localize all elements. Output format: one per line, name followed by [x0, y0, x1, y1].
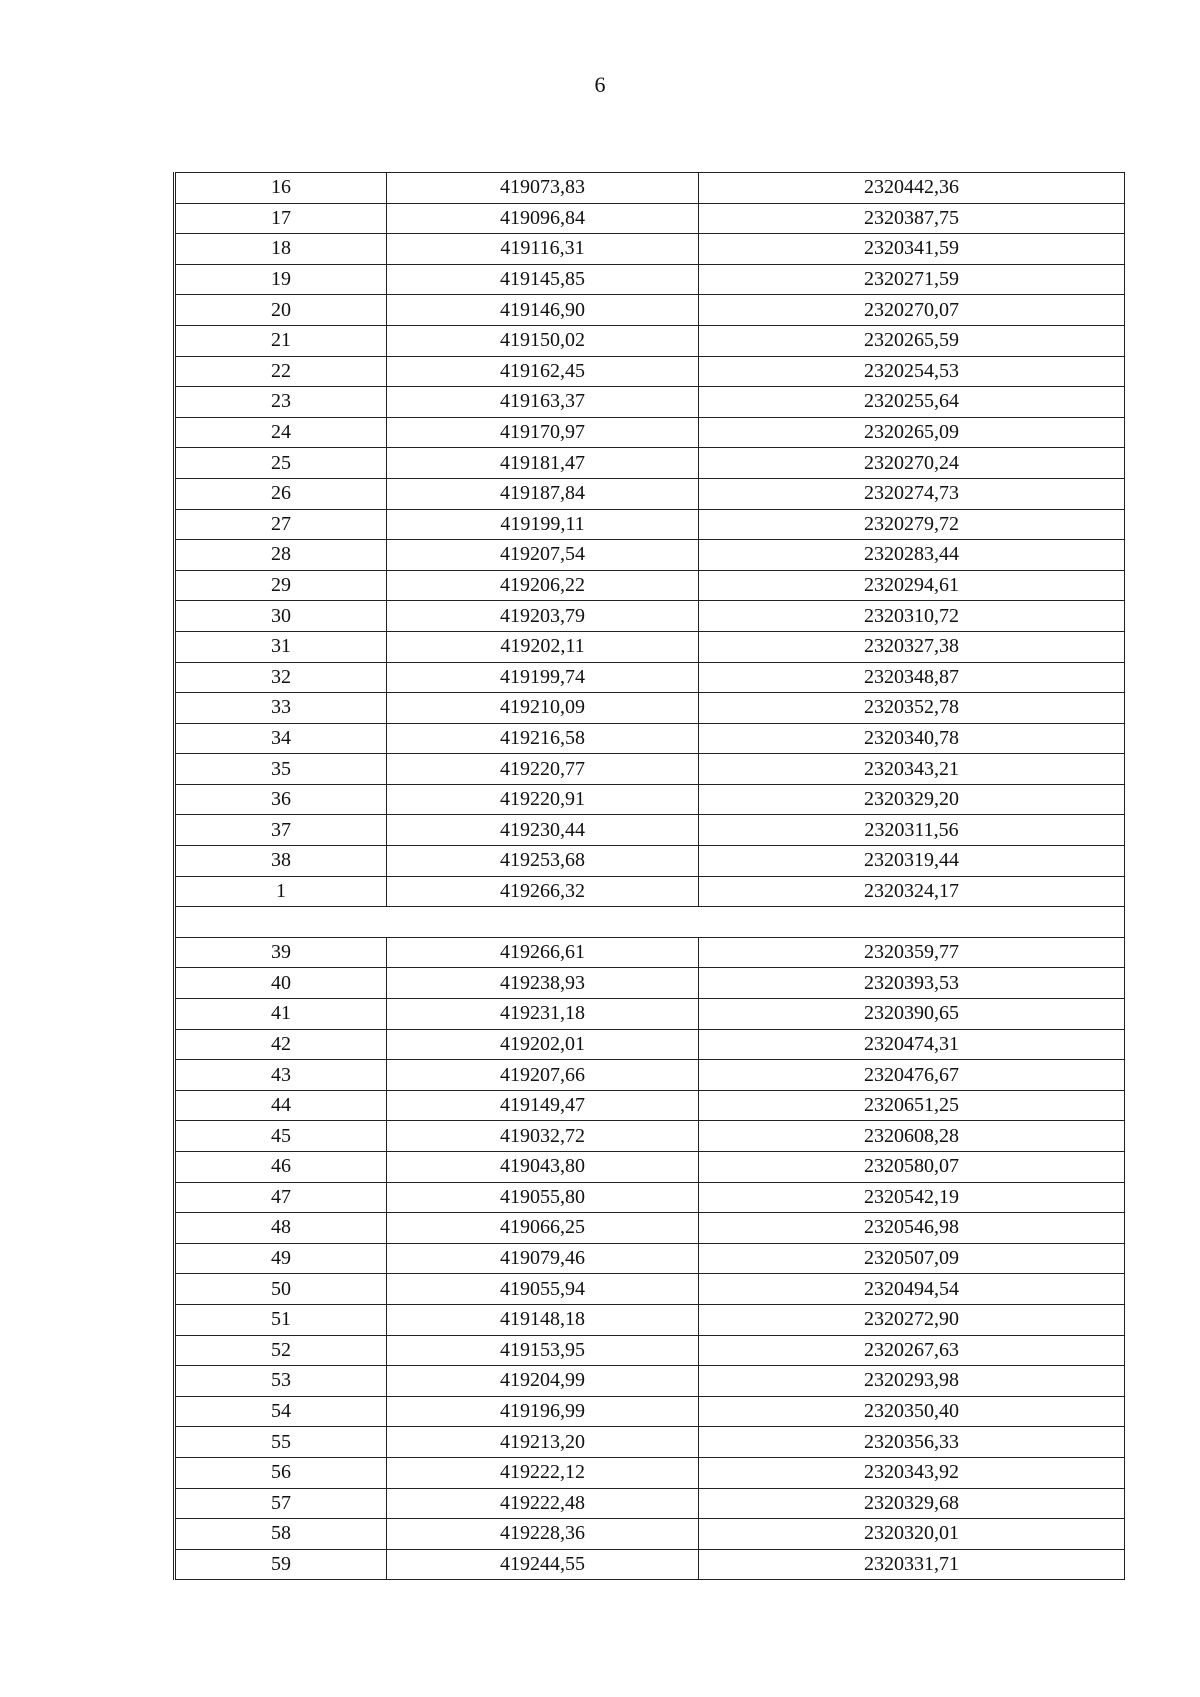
x-coordinate-cell: 419230,44	[387, 815, 699, 846]
x-coordinate-cell: 419148,18	[387, 1304, 699, 1335]
point-number-cell: 38	[175, 846, 387, 877]
y-coordinate-cell: 2320580,07	[699, 1152, 1125, 1183]
y-coordinate-cell: 2320319,44	[699, 846, 1125, 877]
y-coordinate-cell: 2320327,38	[699, 631, 1125, 662]
x-coordinate-cell: 419220,77	[387, 754, 699, 785]
point-number-cell: 40	[175, 968, 387, 999]
table-row	[175, 1213, 1125, 1244]
table-row	[175, 601, 1125, 632]
table-row	[175, 1060, 1125, 1091]
table-row	[175, 1029, 1125, 1060]
point-number-cell: 25	[175, 448, 387, 479]
point-number-cell: 21	[175, 325, 387, 356]
x-coordinate-cell: 419032,72	[387, 1121, 699, 1152]
y-coordinate-cell: 2320331,71	[699, 1549, 1125, 1580]
y-coordinate-cell: 2320279,72	[699, 509, 1125, 540]
x-coordinate-cell: 419203,79	[387, 601, 699, 632]
x-coordinate-cell: 419222,48	[387, 1488, 699, 1519]
page-number: 6	[594, 72, 606, 97]
coordinates-table	[173, 172, 1125, 1580]
x-coordinate-cell: 419043,80	[387, 1152, 699, 1183]
point-number-cell: 58	[175, 1519, 387, 1550]
point-number-cell: 1	[175, 876, 387, 907]
y-coordinate-cell: 2320476,67	[699, 1060, 1125, 1091]
x-coordinate-cell: 419170,97	[387, 417, 699, 448]
y-coordinate-cell: 2320270,24	[699, 448, 1125, 479]
table-row	[175, 968, 1125, 999]
y-coordinate-cell: 2320507,09	[699, 1243, 1125, 1274]
table-row	[175, 937, 1125, 968]
y-coordinate-cell: 2320608,28	[699, 1121, 1125, 1152]
table-row	[175, 1488, 1125, 1519]
point-number-cell: 17	[175, 203, 387, 234]
point-number-cell: 49	[175, 1243, 387, 1274]
y-coordinate-cell: 2320265,09	[699, 417, 1125, 448]
table-row	[175, 1121, 1125, 1152]
table-row	[175, 1152, 1125, 1183]
x-coordinate-cell: 419096,84	[387, 203, 699, 234]
x-coordinate-cell: 419213,20	[387, 1427, 699, 1458]
table-row	[175, 999, 1125, 1030]
x-coordinate-cell: 419222,12	[387, 1457, 699, 1488]
x-coordinate-cell: 419207,66	[387, 1060, 699, 1091]
point-number-cell: 47	[175, 1182, 387, 1213]
y-coordinate-cell: 2320348,87	[699, 662, 1125, 693]
table-row	[175, 417, 1125, 448]
table-row	[175, 1304, 1125, 1335]
y-coordinate-cell: 2320329,68	[699, 1488, 1125, 1519]
point-number-cell: 51	[175, 1304, 387, 1335]
table-row	[175, 387, 1125, 418]
table-row	[175, 631, 1125, 662]
table-row	[175, 1243, 1125, 1274]
table-row	[175, 356, 1125, 387]
x-coordinate-cell: 419145,85	[387, 264, 699, 295]
point-number-cell: 35	[175, 754, 387, 785]
x-coordinate-cell: 419187,84	[387, 478, 699, 509]
table-row	[175, 846, 1125, 877]
y-coordinate-cell: 2320267,63	[699, 1335, 1125, 1366]
y-coordinate-cell: 2320352,78	[699, 693, 1125, 724]
table-row	[175, 448, 1125, 479]
point-number-cell: 37	[175, 815, 387, 846]
point-number-cell: 34	[175, 723, 387, 754]
x-coordinate-cell: 419204,99	[387, 1366, 699, 1397]
x-coordinate-cell: 419206,22	[387, 570, 699, 601]
group-separator-row	[175, 907, 1125, 938]
y-coordinate-cell: 2320474,31	[699, 1029, 1125, 1060]
x-coordinate-cell: 419244,55	[387, 1549, 699, 1580]
x-coordinate-cell: 419231,18	[387, 999, 699, 1030]
table-row	[175, 754, 1125, 785]
x-coordinate-cell: 419149,47	[387, 1090, 699, 1121]
x-coordinate-cell: 419055,80	[387, 1182, 699, 1213]
x-coordinate-cell: 419216,58	[387, 723, 699, 754]
y-coordinate-cell: 2320293,98	[699, 1366, 1125, 1397]
point-number-cell: 20	[175, 295, 387, 326]
y-coordinate-cell: 2320494,54	[699, 1274, 1125, 1305]
table-row	[175, 1549, 1125, 1580]
x-coordinate-cell: 419210,09	[387, 693, 699, 724]
point-number-cell: 29	[175, 570, 387, 601]
y-coordinate-cell: 2320343,92	[699, 1457, 1125, 1488]
y-coordinate-cell: 2320271,59	[699, 264, 1125, 295]
table-row	[175, 509, 1125, 540]
table-row	[175, 1519, 1125, 1550]
point-number-cell: 42	[175, 1029, 387, 1060]
point-number-cell: 31	[175, 631, 387, 662]
table-row	[175, 1366, 1125, 1397]
y-coordinate-cell: 2320274,73	[699, 478, 1125, 509]
point-number-cell: 43	[175, 1060, 387, 1091]
table-row	[175, 815, 1125, 846]
point-number-cell: 52	[175, 1335, 387, 1366]
point-number-cell: 22	[175, 356, 387, 387]
x-coordinate-cell: 419266,32	[387, 876, 699, 907]
y-coordinate-cell: 2320340,78	[699, 723, 1125, 754]
x-coordinate-cell: 419055,94	[387, 1274, 699, 1305]
point-number-cell: 18	[175, 234, 387, 265]
y-coordinate-cell: 2320542,19	[699, 1182, 1125, 1213]
x-coordinate-cell: 419266,61	[387, 937, 699, 968]
group-separator-cell	[175, 907, 1125, 938]
table-row	[175, 1457, 1125, 1488]
y-coordinate-cell: 2320359,77	[699, 937, 1125, 968]
point-number-cell: 26	[175, 478, 387, 509]
x-coordinate-cell: 419163,37	[387, 387, 699, 418]
y-coordinate-cell: 2320387,75	[699, 203, 1125, 234]
x-coordinate-cell: 419162,45	[387, 356, 699, 387]
y-coordinate-cell: 2320272,90	[699, 1304, 1125, 1335]
x-coordinate-cell: 419150,02	[387, 325, 699, 356]
table-row	[175, 1335, 1125, 1366]
table-row	[175, 1090, 1125, 1121]
y-coordinate-cell: 2320651,25	[699, 1090, 1125, 1121]
y-coordinate-cell: 2320294,61	[699, 570, 1125, 601]
x-coordinate-cell: 419207,54	[387, 540, 699, 571]
x-coordinate-cell: 419238,93	[387, 968, 699, 999]
point-number-cell: 19	[175, 264, 387, 295]
x-coordinate-cell: 419066,25	[387, 1213, 699, 1244]
point-number-cell: 36	[175, 784, 387, 815]
table-row	[175, 234, 1125, 265]
x-coordinate-cell: 419202,01	[387, 1029, 699, 1060]
point-number-cell: 59	[175, 1549, 387, 1580]
table-row	[175, 1396, 1125, 1427]
table-row	[175, 693, 1125, 724]
point-number-cell: 44	[175, 1090, 387, 1121]
x-coordinate-cell: 419228,36	[387, 1519, 699, 1550]
x-coordinate-cell: 419220,91	[387, 784, 699, 815]
y-coordinate-cell: 2320310,72	[699, 601, 1125, 632]
y-coordinate-cell: 2320324,17	[699, 876, 1125, 907]
point-number-cell: 24	[175, 417, 387, 448]
y-coordinate-cell: 2320329,20	[699, 784, 1125, 815]
table-row	[175, 723, 1125, 754]
point-number-cell: 56	[175, 1457, 387, 1488]
y-coordinate-cell: 2320270,07	[699, 295, 1125, 326]
x-coordinate-cell: 419146,90	[387, 295, 699, 326]
table-row	[175, 203, 1125, 234]
coordinates-table-body	[175, 173, 1125, 1580]
table-row	[175, 295, 1125, 326]
y-coordinate-cell: 2320265,59	[699, 325, 1125, 356]
point-number-cell: 46	[175, 1152, 387, 1183]
point-number-cell: 41	[175, 999, 387, 1030]
y-coordinate-cell: 2320356,33	[699, 1427, 1125, 1458]
x-coordinate-cell: 419079,46	[387, 1243, 699, 1274]
x-coordinate-cell: 419181,47	[387, 448, 699, 479]
point-number-cell: 50	[175, 1274, 387, 1305]
x-coordinate-cell: 419199,11	[387, 509, 699, 540]
x-coordinate-cell: 419073,83	[387, 173, 699, 204]
y-coordinate-cell: 2320254,53	[699, 356, 1125, 387]
table-row	[175, 570, 1125, 601]
y-coordinate-cell: 2320442,36	[699, 173, 1125, 204]
x-coordinate-cell: 419199,74	[387, 662, 699, 693]
y-coordinate-cell: 2320390,65	[699, 999, 1125, 1030]
table-row	[175, 264, 1125, 295]
y-coordinate-cell: 2320283,44	[699, 540, 1125, 571]
table-row	[175, 173, 1125, 204]
x-coordinate-cell: 419116,31	[387, 234, 699, 265]
y-coordinate-cell: 2320341,59	[699, 234, 1125, 265]
x-coordinate-cell: 419196,99	[387, 1396, 699, 1427]
y-coordinate-cell: 2320546,98	[699, 1213, 1125, 1244]
x-coordinate-cell: 419202,11	[387, 631, 699, 662]
table-row	[175, 1274, 1125, 1305]
point-number-cell: 28	[175, 540, 387, 571]
point-number-cell: 32	[175, 662, 387, 693]
table-row	[175, 540, 1125, 571]
y-coordinate-cell: 2320393,53	[699, 968, 1125, 999]
table-row	[175, 325, 1125, 356]
table-row	[175, 1182, 1125, 1213]
point-number-cell: 55	[175, 1427, 387, 1458]
table-row	[175, 478, 1125, 509]
table-row	[175, 662, 1125, 693]
point-number-cell: 30	[175, 601, 387, 632]
point-number-cell: 57	[175, 1488, 387, 1519]
point-number-cell: 23	[175, 387, 387, 418]
point-number-cell: 45	[175, 1121, 387, 1152]
y-coordinate-cell: 2320311,56	[699, 815, 1125, 846]
point-number-cell: 33	[175, 693, 387, 724]
point-number-cell: 39	[175, 937, 387, 968]
point-number-cell: 27	[175, 509, 387, 540]
table-row	[175, 1427, 1125, 1458]
point-number-cell: 54	[175, 1396, 387, 1427]
y-coordinate-cell: 2320320,01	[699, 1519, 1125, 1550]
y-coordinate-cell: 2320343,21	[699, 754, 1125, 785]
table-row	[175, 784, 1125, 815]
x-coordinate-cell: 419153,95	[387, 1335, 699, 1366]
y-coordinate-cell: 2320350,40	[699, 1396, 1125, 1427]
y-coordinate-cell: 2320255,64	[699, 387, 1125, 418]
x-coordinate-cell: 419253,68	[387, 846, 699, 877]
point-number-cell: 53	[175, 1366, 387, 1397]
point-number-cell: 16	[175, 173, 387, 204]
table-row	[175, 876, 1125, 907]
point-number-cell: 48	[175, 1213, 387, 1244]
